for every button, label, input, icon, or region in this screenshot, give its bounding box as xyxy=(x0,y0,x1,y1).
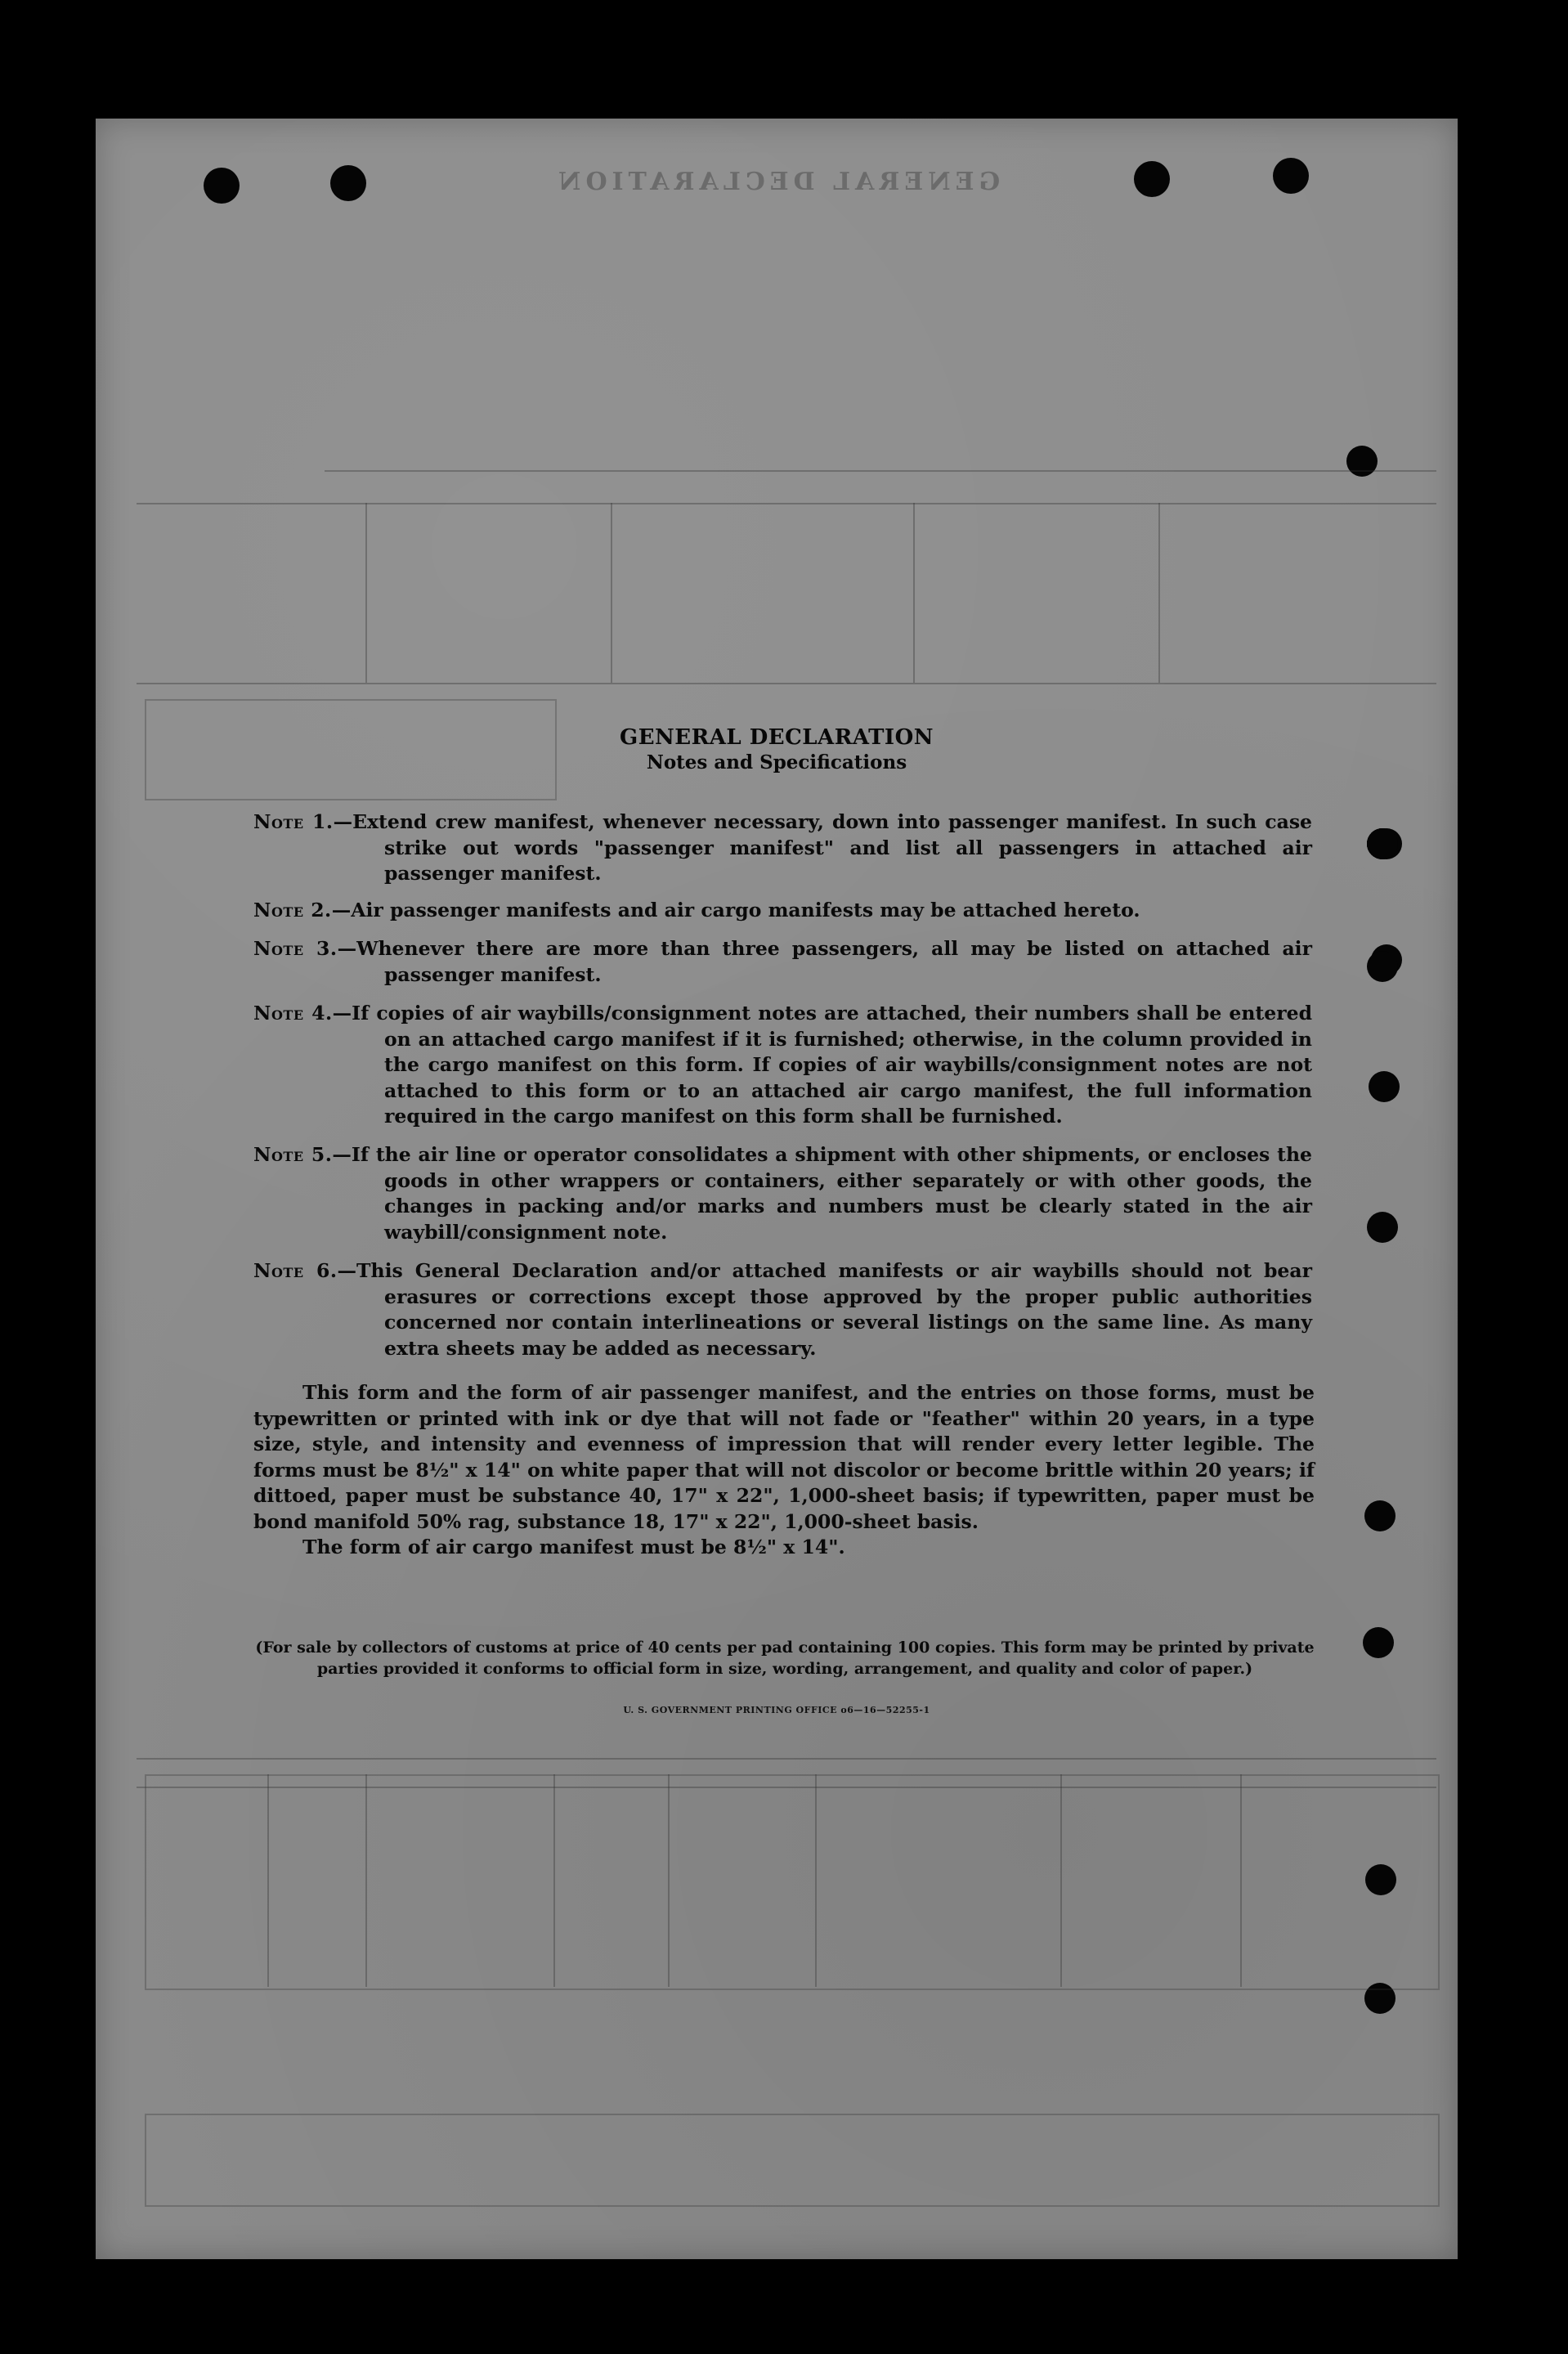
punch-hole xyxy=(1367,828,1398,859)
show-through-rule xyxy=(267,1774,269,1987)
note-text: If copies of air waybills/consignment notes are attached, their numbers shall be entered on an attached cargo manifest if it is furnished; otherwise, in the column provided in the cargo manifest on this form. If copies of air waybills/consignment notes are not attached to this form or to an attached air cargo manifest, the full information required in the cargo manifest on this form shall be furnished. xyxy=(352,1002,1313,1128)
show-through-rule xyxy=(668,1774,670,1987)
punch-hole xyxy=(1273,158,1309,194)
note-5: Note 5.—If the air line or operator consolidates a shipment with other shipments, or encloses the goods in other wrappers or containers, either separately or with other goods, the changes in packing and/or marks and numbers must be clearly stated in the air waybill/consignment note. xyxy=(253,1143,1312,1244)
show-through-rule xyxy=(137,1758,1436,1760)
note-label: Note 3. xyxy=(253,937,338,960)
show-through-rule xyxy=(137,683,1436,684)
show-through-text: GENERAL DECLARATION xyxy=(553,168,1001,196)
show-through-box xyxy=(145,1774,1440,1990)
note-text: Air passenger manifests and air cargo manifests may be attached hereto. xyxy=(351,899,1140,921)
punch-hole xyxy=(1369,1071,1400,1102)
note-label: Note 5. xyxy=(253,1143,333,1166)
note-3: Note 3.—Whenever there are more than three passengers, all may be listed on attached air passenger manifest. xyxy=(253,937,1312,986)
show-through-rule xyxy=(325,470,1436,472)
note-label: Note 6. xyxy=(253,1259,338,1282)
punch-hole xyxy=(1363,1627,1394,1658)
punch-hole xyxy=(1367,951,1398,982)
declaration-title: GENERAL DECLARATION xyxy=(619,725,934,750)
sale-note: (For sale by collectors of customs at price of 40 cents per pad containing 100 copies. This form may be printed by private parties provided it conforms to official form in size, wording, arrangement, and quality and color of paper.) xyxy=(255,1639,1315,1678)
note-label: Note 4. xyxy=(253,1002,333,1025)
note-4: Note 4.—If copies of air waybills/consignment notes are attached, their numbers shall be entered on an attached cargo manifest if it is furnished; otherwise, in the column provided in the cargo manifest on this form. If copies of air waybills/consignment notes are not attached to this form or to an attached air cargo manifest, the full information required in the cargo manifest on this form shall be furnished. xyxy=(253,1002,1313,1128)
show-through-rule xyxy=(1240,1774,1242,1987)
note-1: Note 1.—Extend crew manifest, whenever necessary, down into passenger manifest. In such case strike out words "passenger manifest" and list all passengers in attached air passenger manifest. xyxy=(253,810,1313,885)
note-label: Note 1. xyxy=(253,810,334,833)
note-6: Note 6.—This General Declaration and/or attached manifests or air waybills should not bear erasures or corrections except those approved by the proper public authorities concerned nor contain interlineations or several listings on the same line. As many extra sheets may be added as necessary. xyxy=(253,1259,1312,1360)
declaration-subtitle: Notes and Specifications xyxy=(646,751,907,773)
punch-hole xyxy=(1367,1212,1398,1243)
note-2: Note 2.—Air passenger manifests and air cargo manifests may be attached hereto. xyxy=(253,899,1140,921)
show-through-rule xyxy=(365,1774,367,1987)
cargo-manifest-size: The form of air cargo manifest must be 8½" x 14". xyxy=(302,1536,845,1558)
note-text: Whenever there are more than three passengers, all may be listed on attached air passenger manifest. xyxy=(356,937,1312,986)
show-through-rule xyxy=(611,503,612,683)
note-text: If the air line or operator consolidates a shipment with other shipments, or encloses the goods in other wrappers or containers, either separately or with other goods, the changes in packing and/or marks and numbers must be clearly stated in the air waybill/consignment note. xyxy=(351,1143,1312,1244)
note-text: Extend crew manifest, whenever necessary, down into passenger manifest. In such case strike out words "passenger manifest" and list all passengers in attached air passenger manifest. xyxy=(352,810,1313,885)
show-through-box xyxy=(145,2114,1440,2207)
note-text: This General Declaration and/or attached manifests or air waybills should not bear erasures or corrections except those approved by the proper public authorities concerned nor contain interlineations or several listings on the same line. As many extra sheets may be added as necessary. xyxy=(356,1259,1312,1360)
show-through-rule xyxy=(1158,503,1160,683)
punch-hole xyxy=(1134,161,1170,197)
punch-hole xyxy=(204,168,240,204)
show-through-rule xyxy=(1060,1774,1062,1987)
show-through-rule xyxy=(137,503,1436,504)
note-label: Note 2. xyxy=(253,899,332,921)
show-through-rule xyxy=(365,503,367,683)
punch-hole xyxy=(1346,446,1378,477)
show-through-rule xyxy=(553,1774,555,1987)
specifications-paragraph: This form and the form of air passenger manifest, and the entries on those forms, must be typewritten or printed with ink or dye that will not fade or "feather" within 20 years, in a type size, style, and intensity and evenness of impression that will render every letter legible. The forms must be 8½" x 14" on white paper that will not discolor or become brittle within 20 years; if dittoed, paper must be substance 40, 17" x 22", 1,000-sheet basis; if typewritten, paper must be bond manifold 50% rag, substance 18, 17" x 22", 1,000-sheet basis. xyxy=(253,1381,1315,1533)
show-through-rule xyxy=(815,1774,817,1987)
punch-hole xyxy=(330,165,366,201)
specifications xyxy=(253,1380,1315,1561)
punch-hole xyxy=(1364,1500,1396,1531)
printer-line: U. S. GOVERNMENT PRINTING OFFICE o6—16—52255-1 xyxy=(623,1705,930,1715)
declaration-heading xyxy=(96,725,1458,773)
show-through-rule xyxy=(913,503,915,683)
